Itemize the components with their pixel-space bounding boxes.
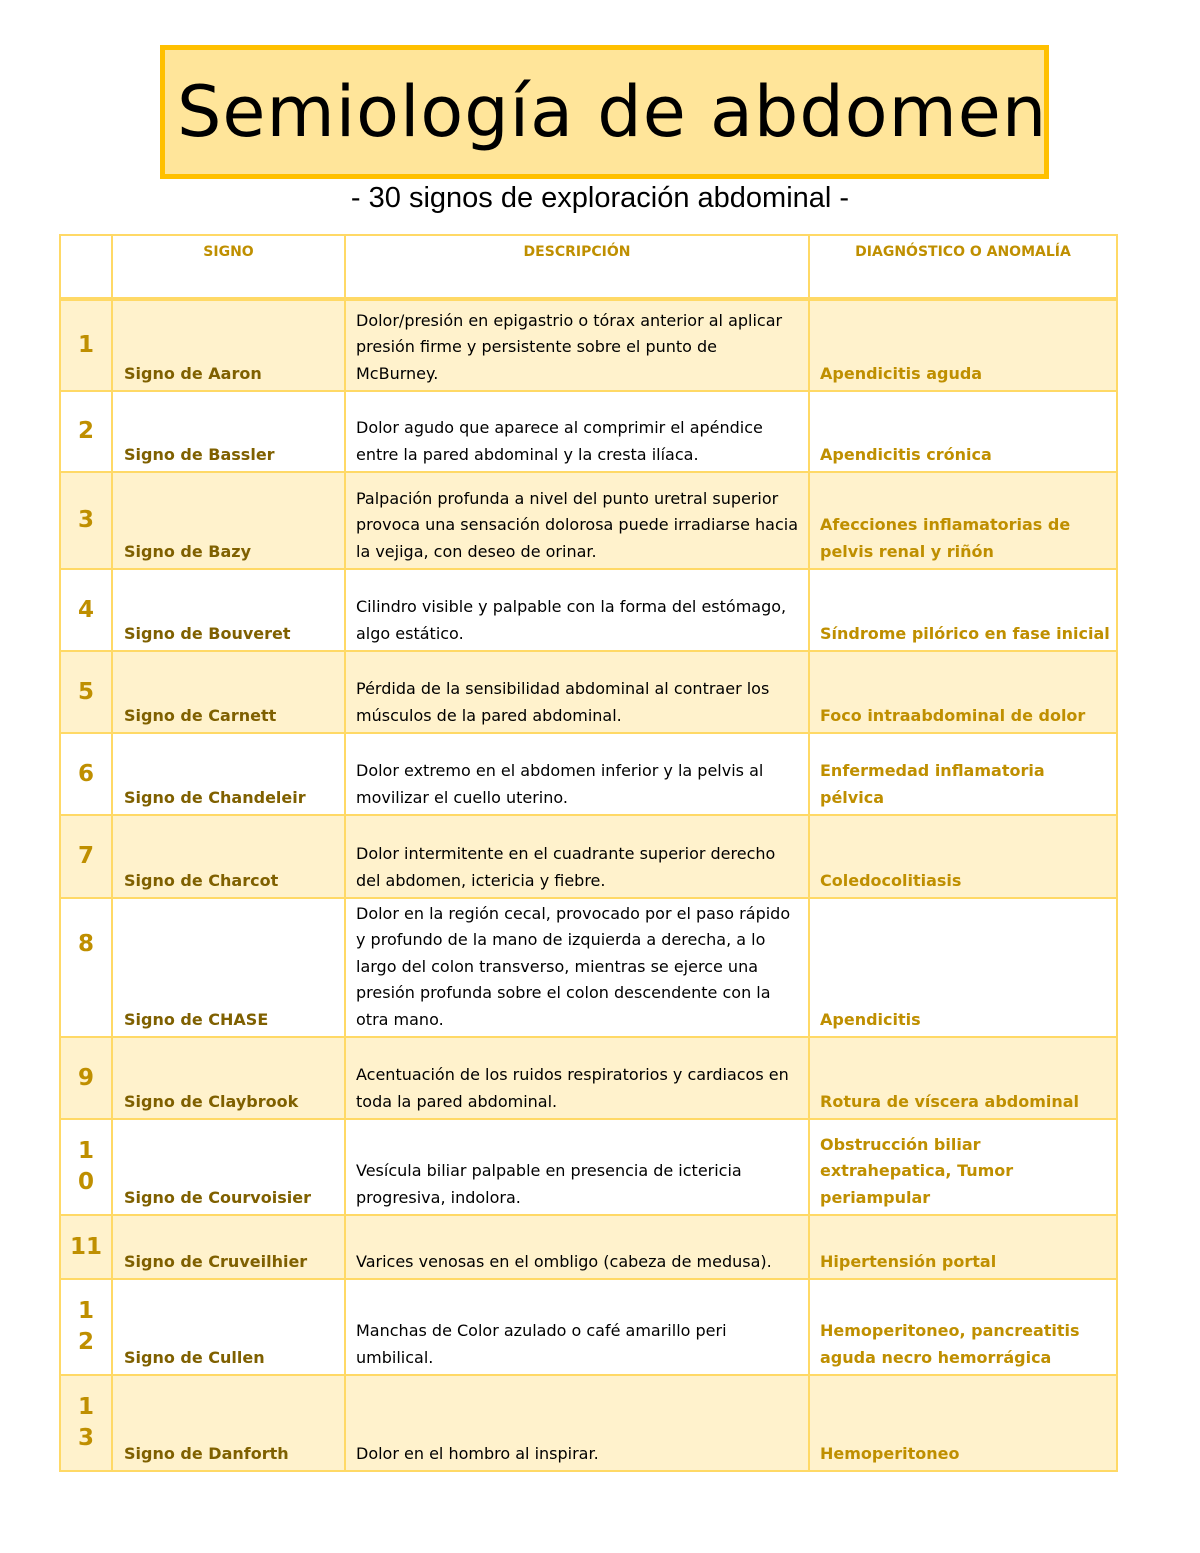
row-number: 1	[60, 299, 112, 391]
sign-description: Dolor intermitente en el cuadrante superior derecho del abdomen, ictericia y fiebre.	[345, 815, 809, 898]
sign-diagnosis: Apendicitis	[809, 898, 1117, 1037]
title-box	[160, 45, 1049, 179]
page-title: Semiología de abdomen	[177, 71, 1048, 153]
table-row	[60, 1375, 1117, 1471]
sign-diagnosis: Foco intraabdominal de dolor	[809, 651, 1117, 733]
table-row	[60, 733, 1117, 815]
row-number: 9	[60, 1037, 112, 1119]
sign-name: Signo de Courvoisier	[112, 1119, 345, 1215]
row-number: 13	[60, 1375, 112, 1471]
row-number: 4	[60, 569, 112, 651]
row-number: 7	[60, 815, 112, 898]
header-description: DESCRIPCIÓN	[345, 235, 809, 299]
sign-name: Signo de Bassler	[112, 391, 345, 472]
sign-diagnosis: Hemoperitoneo	[809, 1375, 1117, 1471]
table-row	[60, 1215, 1117, 1279]
sign-name: Signo de Cullen	[112, 1279, 345, 1375]
sign-description: Dolor en el hombro al inspirar.	[345, 1375, 809, 1471]
row-number: 2	[60, 391, 112, 472]
sign-diagnosis: Apendicitis aguda	[809, 299, 1117, 391]
row-number: 6	[60, 733, 112, 815]
sign-description: Dolor agudo que aparece al comprimir el apéndice entre la pared abdominal y la cresta ilíaca.	[345, 391, 809, 472]
table-row	[60, 815, 1117, 898]
sign-name: Signo de Danforth	[112, 1375, 345, 1471]
sign-description: Dolor en la región cecal, provocado por el paso rápido y profundo de la mano de izquierda a derecha, a lo largo del colon transverso, mientras se ejerce una presión profunda sobre el colon descendente con la otra mano.	[345, 898, 809, 1037]
sign-diagnosis: Hemoperitoneo, pancreatitis aguda necro hemorrágica	[809, 1279, 1117, 1375]
table-row	[60, 651, 1117, 733]
sign-description: Acentuación de los ruidos respiratorios y cardiacos en toda la pared abdominal.	[345, 1037, 809, 1119]
sign-diagnosis: Afecciones inflamatorias de pelvis renal y riñón	[809, 472, 1117, 569]
sign-name: Signo de Aaron	[112, 299, 345, 391]
table-row	[60, 898, 1117, 1037]
sign-description: Varices venosas en el ombligo (cabeza de medusa).	[345, 1215, 809, 1279]
sign-name: Signo de Bazy	[112, 472, 345, 569]
table-row	[60, 1119, 1117, 1215]
sign-description: Vesícula biliar palpable en presencia de ictericia progresiva, indolora.	[345, 1119, 809, 1215]
table-row	[60, 569, 1117, 651]
sign-diagnosis: Síndrome pilórico en fase inicial	[809, 569, 1117, 651]
row-number: 5	[60, 651, 112, 733]
row-number: 8	[60, 898, 112, 1037]
sign-name: Signo de Chandeleir	[112, 733, 345, 815]
sign-name: Signo de Cruveilhier	[112, 1215, 345, 1279]
sign-name: Signo de Carnett	[112, 651, 345, 733]
row-number: 10	[60, 1119, 112, 1215]
row-number: 11	[60, 1215, 112, 1279]
sign-description: Cilindro visible y palpable con la forma del estómago, algo estático.	[345, 569, 809, 651]
sign-name: Signo de Claybrook	[112, 1037, 345, 1119]
sign-diagnosis: Hipertensión portal	[809, 1215, 1117, 1279]
table-row	[60, 391, 1117, 472]
header-number	[60, 235, 112, 299]
header-diagnosis: DIAGNÓSTICO O ANOMALÍA	[809, 235, 1117, 299]
table-row	[60, 1279, 1117, 1375]
row-number: 12	[60, 1279, 112, 1375]
sign-diagnosis: Rotura de víscera abdominal	[809, 1037, 1117, 1119]
row-number: 3	[60, 472, 112, 569]
table-row	[60, 299, 1117, 391]
table-row	[60, 472, 1117, 569]
sign-diagnosis: Apendicitis crónica	[809, 391, 1117, 472]
sign-diagnosis: Coledocolitiasis	[809, 815, 1117, 898]
sign-diagnosis: Enfermedad inflamatoria pélvica	[809, 733, 1117, 815]
sign-description: Pérdida de la sensibilidad abdominal al contraer los músculos de la pared abdominal.	[345, 651, 809, 733]
sign-description: Dolor/presión en epigastrio o tórax anterior al aplicar presión firme y persistente sobre el punto de McBurney.	[345, 299, 809, 391]
sign-description: Manchas de Color azulado o café amarillo peri umbilical.	[345, 1279, 809, 1375]
header-sign: SIGNO	[112, 235, 345, 299]
sign-name: Signo de Charcot	[112, 815, 345, 898]
sign-description: Palpación profunda a nivel del punto uretral superior provoca una sensación dolorosa puede irradiarse hacia la vejiga, con deseo de orinar.	[345, 472, 809, 569]
table-header-row	[60, 235, 1117, 299]
sign-description: Dolor extremo en el abdomen inferior y la pelvis al movilizar el cuello uterino.	[345, 733, 809, 815]
sign-name: Signo de CHASE	[112, 898, 345, 1037]
table-row	[60, 1037, 1117, 1119]
signs-table	[59, 234, 1118, 1472]
sign-diagnosis: Obstrucción biliar extrahepatica, Tumor periampular	[809, 1119, 1117, 1215]
sign-name: Signo de Bouveret	[112, 569, 345, 651]
page-subtitle: - 30 signos de exploración abdominal -	[350, 182, 850, 214]
